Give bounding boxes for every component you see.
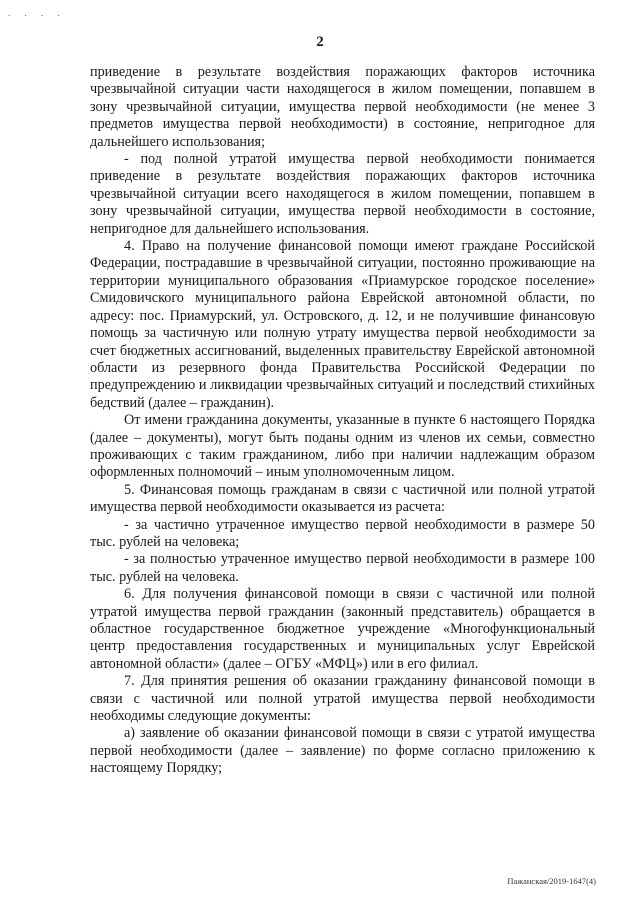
page-number: 2 [316,34,324,50]
paragraph-2: - под полной утратой имущества первой необходимости понимается приведение в результате воздействия поражающих факторов источника чрезвычайной ситуации всего находящегося в жилом помещении, попавшем в зону чрезвычайной ситуации, имущества первой необходимости в состояние, непригодное для дальнейшего использования. [90,151,595,237]
paragraph-6: - за частично утраченное имущество первой необходимости в размере 50 тыс. рублей на человека; [90,516,595,550]
corner-marks: . . . . [8,8,66,18]
paragraph-1: приведение в результате воздействия поражающих факторов источника чрезвычайной ситуации части находящегося в жилом помещении, попавшем в зону чрезвычайной ситуации, имущества первой необходимости (не менее 3 предметов имущества первой необходимости) в состояние, непригодное для дальнейшего использования; [90,64,595,150]
document-body [90,64,595,778]
paragraph-7: - за полностью утраченное имущество первой необходимости в размере 100 тыс. рублей на человека. [90,551,595,585]
paragraph-8: 6. Для получения финансовой помощи в связи с частичной или полной утратой имущества первой гражданин (законный представитель) обращается в областное государственное бюджетное учреждение «Многофункциональный центр предоставления государственных и муниципальных услуг Еврейской автономной области» (далее – ОГБУ «МФЦ») или в его филиал. [90,586,595,672]
footer-document-code: Пажанская/2019-1647(4) [507,876,596,886]
paragraph-3: 4. Право на получение финансовой помощи имеют граждане Российской Федерации, пострадавшие в чрезвычайной ситуации, постоянно проживающие на территории муниципального образования «Приамурское городское поселение» Смидовичского муниципального района Еврейской автономной области, по адресу: пос. Приамурский, ул. Островского, д. 12, и не получившие финансовую помощь за частичную или полную утрату имущества первой необходимости за счет бюджетных ассигнований, выделенных правительству Еврейской автономной области из резервного фонда Правительства Российской Федерации по предупреждению и ликвидации чрезвычайных ситуаций и последствий стихийных бедствий (далее – гражданин). [90,238,595,411]
paragraph-4: От имени гражданина документы, указанные в пункте 6 настоящего Порядка (далее – документы), могут быть поданы одним из членов их семьи, совместно проживающих с таким гражданином, либо при наличии надлежащим образом оформленных полномочий – иным уполномоченным лицом. [90,412,595,481]
paragraph-9: 7. Для принятия решения об оказании гражданину финансовой помощи в связи с частичной или полной утратой имущества первой необходимости необходимы следующие документы: [90,673,595,725]
paragraph-5: 5. Финансовая помощь гражданам в связи с частичной или полной утратой имущества первой необходимости оказывается из расчета: [90,481,595,516]
paragraph-10: а) заявление об оказании финансовой помощи в связи с утратой имущества первой необходимости (далее – заявление) по форме согласно приложению к настоящему Порядку; [90,725,595,777]
